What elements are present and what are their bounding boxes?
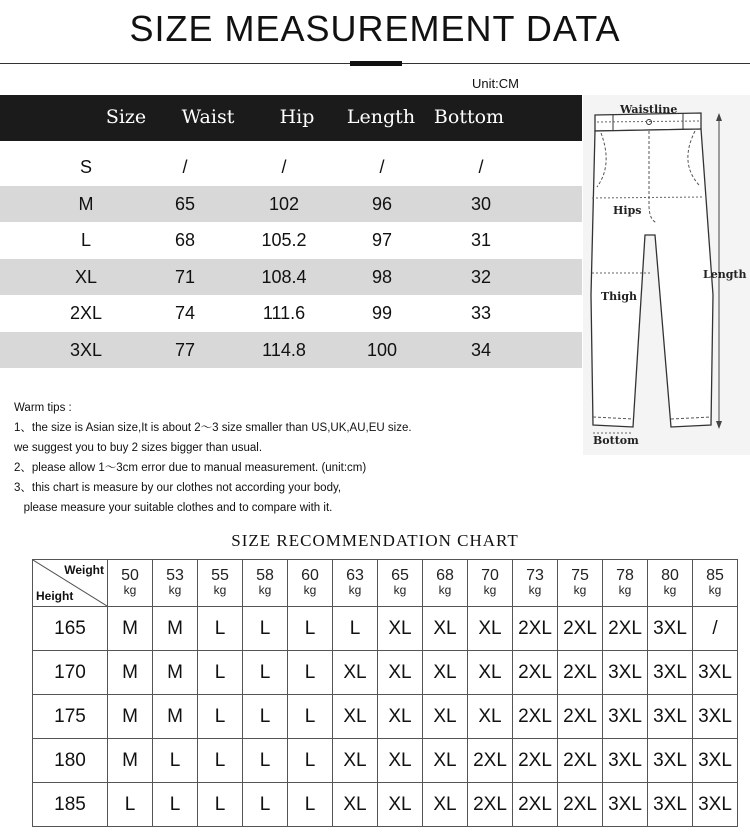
recommended-size-cell: XL	[423, 695, 468, 739]
recommended-size-cell: XL	[378, 739, 423, 783]
recommended-size-cell: L	[288, 783, 333, 827]
height-header-cell: 170	[33, 651, 108, 695]
weight-header-cell	[288, 560, 333, 607]
weight-unit: kg	[663, 583, 677, 597]
size-table-row	[0, 295, 582, 332]
weight-unit: kg	[708, 583, 722, 597]
recommended-size-cell: L	[198, 607, 243, 651]
weight-header-cell	[648, 560, 693, 607]
size-table-cell: 97	[371, 230, 393, 250]
recommended-size-cell: L	[198, 695, 243, 739]
recommended-size-cell: XL	[333, 783, 378, 827]
size-table-cell: 102	[268, 193, 300, 214]
recommended-size-cell: 2XL	[513, 783, 558, 827]
size-table-cell: 3XL	[69, 339, 103, 360]
recommended-size-cell: M	[153, 695, 198, 739]
weight-header-cell	[108, 560, 153, 607]
weight-unit: kg	[258, 583, 272, 597]
recommended-size-cell: XL	[423, 739, 468, 783]
recommendation-row	[33, 739, 738, 783]
size-table-cell: 105.2	[261, 230, 307, 250]
recommended-size-cell: 2XL	[558, 607, 603, 651]
length-label: Length	[703, 268, 747, 281]
warm-tip-line: 1、the size is Asian size,It is about 2～3 size smaller than US,UK,AU,EU size.	[14, 422, 412, 434]
weight-value: 58	[256, 567, 274, 584]
warm-tips	[14, 398, 412, 518]
size-table-cell: 32	[470, 266, 492, 287]
recommended-size-cell: XL	[378, 607, 423, 651]
recommended-size-cell: 2XL	[603, 607, 648, 651]
size-table-cell: L	[80, 230, 91, 250]
recommended-size-cell: M	[108, 651, 153, 695]
recommendation-row	[33, 651, 738, 695]
size-table-cell: /	[281, 157, 287, 177]
recommended-size-cell: 3XL	[648, 783, 693, 827]
recommended-size-cell: XL	[378, 695, 423, 739]
size-table-header-cell: Length	[346, 106, 416, 128]
recommended-size-cell: L	[288, 651, 333, 695]
warm-tip-line: please measure your suitable clothes and to compare with it.	[14, 502, 333, 514]
height-header-cell: 165	[33, 607, 108, 651]
size-table-cell: 65	[174, 193, 196, 214]
recommended-size-cell: 3XL	[648, 607, 693, 651]
recommendation-header-row	[33, 560, 738, 607]
weight-header-cell	[603, 560, 648, 607]
size-table-header	[0, 95, 582, 141]
recommended-size-cell: 3XL	[648, 651, 693, 695]
recommended-size-cell: L	[153, 739, 198, 783]
recommended-size-cell: L	[288, 739, 333, 783]
recommended-size-cell: L	[243, 739, 288, 783]
recommended-size-cell: XL	[333, 695, 378, 739]
recommended-size-cell: 2XL	[513, 695, 558, 739]
weight-height-corner	[33, 560, 108, 607]
recommended-size-cell: XL	[468, 607, 513, 651]
recommendation-title: SIZE RECOMMENDATION CHART	[231, 531, 519, 550]
weight-value: 50	[121, 567, 139, 584]
weight-header-cell	[423, 560, 468, 607]
size-table-row	[0, 259, 582, 296]
recommended-size-cell: XL	[333, 651, 378, 695]
size-table-cell: 96	[371, 193, 393, 214]
weight-header-cell	[243, 560, 288, 607]
recommended-size-cell: 3XL	[693, 651, 738, 695]
size-table-row	[0, 186, 582, 223]
recommended-size-cell: 3XL	[693, 695, 738, 739]
size-table-header-cell: Bottom	[433, 106, 505, 128]
recommended-size-cell: 2XL	[558, 783, 603, 827]
recommended-size-cell: L	[243, 783, 288, 827]
weight-value: 55	[211, 567, 229, 584]
recommended-size-cell: 2XL	[513, 651, 558, 695]
weight-header-cell	[513, 560, 558, 607]
size-table-cell: 108.4	[261, 266, 307, 287]
page-title: SIZE MEASUREMENT DATA	[129, 8, 621, 49]
weight-value: 78	[616, 567, 634, 584]
recommended-size-cell: /	[693, 607, 738, 651]
recommended-size-cell: L	[153, 783, 198, 827]
size-table-row	[0, 149, 582, 186]
recommended-size-cell: 3XL	[648, 695, 693, 739]
size-table-header-cell: Size	[105, 106, 147, 128]
weight-unit: kg	[168, 583, 182, 597]
recommendation-row	[33, 607, 738, 651]
weight-header-cell	[333, 560, 378, 607]
size-table-cell: 98	[371, 266, 393, 287]
recommended-size-cell: L	[243, 607, 288, 651]
weight-unit: kg	[483, 583, 497, 597]
recommended-size-cell: L	[243, 695, 288, 739]
weight-unit: kg	[213, 583, 227, 597]
recommended-size-cell: M	[153, 651, 198, 695]
weight-value: 68	[436, 567, 454, 584]
recommended-size-cell: XL	[378, 783, 423, 827]
size-table-cell: 33	[470, 303, 492, 323]
recommendation-row	[33, 695, 738, 739]
size-table-cell: /	[182, 157, 188, 177]
size-table-cell: 30	[470, 193, 492, 214]
unit-label: Unit:CM	[472, 76, 519, 91]
warm-tip-line: 3、this chart is measure by our clothes not according your body,	[14, 482, 342, 494]
recommended-size-cell: 2XL	[513, 739, 558, 783]
recommended-size-cell: 2XL	[558, 739, 603, 783]
recommended-size-cell: M	[108, 739, 153, 783]
recommended-size-cell: XL	[423, 607, 468, 651]
recommended-size-cell: L	[333, 607, 378, 651]
recommended-size-cell: 3XL	[603, 783, 648, 827]
warm-tips-heading: Warm tips :	[14, 402, 72, 414]
recommended-size-cell: 2XL	[513, 607, 558, 651]
size-table-cell: 34	[470, 339, 492, 360]
recommendation-row	[33, 783, 738, 827]
weight-unit: kg	[618, 583, 632, 597]
weight-value: 70	[481, 567, 499, 584]
recommended-size-cell: L	[198, 783, 243, 827]
recommended-size-cell: M	[108, 607, 153, 651]
recommended-size-cell: L	[288, 607, 333, 651]
recommended-size-cell: M	[108, 695, 153, 739]
recommended-size-cell: 3XL	[603, 651, 648, 695]
bottom-label: Bottom	[593, 434, 639, 447]
size-measurement-table	[0, 95, 582, 368]
size-table-row	[0, 332, 582, 369]
weight-header-cell	[378, 560, 423, 607]
recommended-size-cell: XL	[423, 783, 468, 827]
recommended-size-cell: 2XL	[558, 651, 603, 695]
recommended-size-cell: M	[153, 607, 198, 651]
weight-value: 85	[706, 567, 724, 584]
size-table-cell: M	[78, 193, 94, 214]
size-table-cell: 71	[174, 266, 196, 287]
waistline-label: Waistline	[620, 103, 678, 116]
recommended-size-cell: 2XL	[558, 695, 603, 739]
recommended-size-cell: 3XL	[603, 695, 648, 739]
size-table-row	[0, 222, 582, 259]
weight-unit: kg	[303, 583, 317, 597]
weight-value: 75	[571, 567, 589, 584]
size-recommendation-table	[32, 559, 738, 827]
size-table-cell: 68	[174, 230, 196, 250]
weight-value: 80	[661, 567, 679, 584]
height-header-cell: 175	[33, 695, 108, 739]
weight-value: 65	[391, 567, 409, 584]
size-table-cell: 99	[371, 303, 393, 323]
weight-unit: kg	[438, 583, 452, 597]
weight-unit: kg	[528, 583, 542, 597]
weight-unit: kg	[573, 583, 587, 597]
recommended-size-cell: L	[198, 739, 243, 783]
size-table-cell: 111.6	[262, 303, 306, 323]
weight-value: 53	[166, 567, 184, 584]
weight-header-cell	[198, 560, 243, 607]
recommended-size-cell: 3XL	[693, 739, 738, 783]
recommended-size-cell: XL	[378, 651, 423, 695]
size-table-header-cell: Hip	[279, 106, 315, 128]
size-table-cell: S	[79, 157, 92, 177]
recommended-size-cell: L	[198, 651, 243, 695]
recommended-size-cell: 3XL	[648, 739, 693, 783]
recommended-size-cell: XL	[468, 651, 513, 695]
height-header-cell: 185	[33, 783, 108, 827]
recommended-size-cell: XL	[468, 695, 513, 739]
weight-unit: kg	[393, 583, 407, 597]
hips-label: Hips	[613, 204, 642, 217]
warm-tip-line: 2、please allow 1～3cm error due to manual measurement. (unit:cm)	[14, 462, 367, 474]
size-table-cell: 74	[174, 303, 196, 323]
size-table-cell: 77	[174, 339, 196, 360]
recommended-size-cell: 2XL	[468, 783, 513, 827]
recommended-size-cell: 3XL	[603, 739, 648, 783]
size-table-cell: 114.8	[262, 339, 306, 360]
size-table-cell: 2XL	[69, 303, 103, 323]
size-table-cell: /	[478, 157, 484, 177]
weight-header-cell	[558, 560, 603, 607]
weight-value: 60	[301, 567, 319, 584]
size-table-cell: 31	[470, 230, 492, 250]
size-table-header-cell: Waist	[181, 106, 235, 128]
weight-header-cell	[153, 560, 198, 607]
recommended-size-cell: XL	[333, 739, 378, 783]
corner-height-label: Height	[36, 589, 74, 603]
recommended-size-cell: L	[243, 651, 288, 695]
weight-header-cell	[468, 560, 513, 607]
size-table-cell: /	[379, 157, 385, 177]
height-header-cell: 180	[33, 739, 108, 783]
weight-header-cell	[693, 560, 738, 607]
weight-value: 63	[346, 567, 364, 584]
recommended-size-cell: 3XL	[693, 783, 738, 827]
weight-unit: kg	[123, 583, 137, 597]
corner-weight-label: Weight	[64, 563, 104, 577]
size-table-cell: XL	[74, 266, 98, 287]
recommended-size-cell: L	[108, 783, 153, 827]
recommended-size-cell: L	[288, 695, 333, 739]
weight-unit: kg	[348, 583, 362, 597]
thigh-label: Thigh	[601, 290, 638, 303]
warm-tip-line: we suggest you to buy 2 sizes bigger than usual.	[14, 442, 263, 454]
weight-value: 73	[526, 567, 544, 584]
recommended-size-cell: 2XL	[468, 739, 513, 783]
recommended-size-cell: XL	[423, 651, 468, 695]
title-divider-accent	[350, 61, 402, 66]
size-table-cell: 100	[366, 339, 398, 360]
pants-diagram	[583, 95, 750, 455]
